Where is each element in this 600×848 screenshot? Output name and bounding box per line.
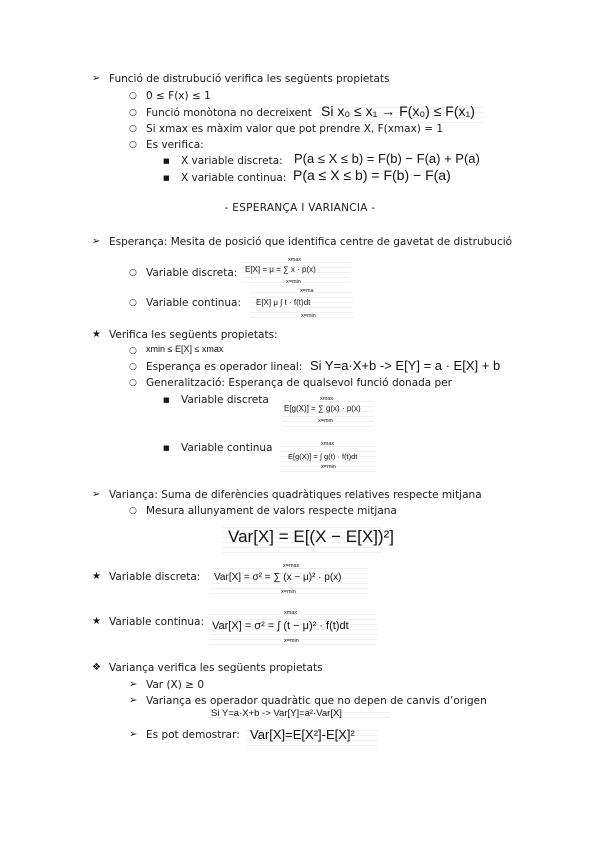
property-monotone: Funció monòtona no decreixent [146,107,312,119]
circle-bullet-icon: ○ [129,108,137,118]
arrow-bullet-icon: ➢ [92,73,101,84]
continuous-variable-label: X variable continua: [181,172,287,184]
circle-bullet-icon: ○ [129,378,137,388]
variance-continuous-label: Variable continua: [109,616,205,628]
expectation-discrete-label: Variable discreta: [146,267,238,279]
property-range: 0 ≤ F(x) ≤ 1 [146,90,211,102]
arrow-bullet-icon: ➢ [129,695,138,706]
circle-bullet-icon: ○ [129,506,137,516]
arrow-bullet-icon: ➢ [92,236,101,247]
section-heading: - ESPERANÇA I VARIANCIA - [224,202,376,214]
square-bullet-icon: ■ [163,174,170,182]
integral-upper-limit: xmax [321,441,335,447]
g-continuous-label: Variable continua [181,442,273,454]
variance-main-formula: Var[X] = E[(X − E[X])²] [228,527,394,546]
g-continuous-formula: E[g(X)] = ∫ g(t) · f(t)dt [288,452,358,461]
variance-quadratic-label: Variança es operador quadràtic que no depen de canvis d’origen [146,695,487,707]
variance-continuous-formula: Var[X] = σ² = ∫ (t − μ)² · f(t)dt [212,620,349,632]
integral-upper-limit: x=ma [300,288,314,294]
sum-upper-limit: xmax [288,257,302,263]
sum-lower-limit: x=min [281,589,296,595]
demonstrate-label: Es pot demostrar: [146,729,240,741]
discrete-probability-formula: P(a ≤ X ≤ b) = F(b) − F(a) + P(a) [294,151,480,166]
distribution-properties-title: Funció de distrubució verifica les següents propietats [109,73,390,85]
discrete-variable-label: X variable discreta: [181,155,283,167]
linear-operator-label: Esperança es operador lineal: [146,361,303,373]
sum-upper-limit: xmax [320,396,334,402]
star-bullet-icon: ★ [92,616,101,627]
circle-bullet-icon: ○ [129,268,137,278]
expectation-continuous-label: Variable continua: [146,297,242,309]
sum-lower-limit: x=min [318,418,333,424]
expectation-title: Esperança: Mesita de posició que identifica centre de gavetat de distrubució [109,236,513,248]
variance-quadratic-formula: Si Y=a·X+b -> Var[Y]=a²·Var[X] [211,708,342,719]
expectation-bounds-formula: xmin ≤ E[X] ≤ xmax [146,344,224,354]
variance-title: Variança: Suma de diferències quadràtiques relatives respecte mitjana [109,489,482,501]
arrow-bullet-icon: ➢ [129,679,138,690]
monotone-formula: Si x₀ ≤ x₁ → F(x₀) ≤ F(x₁) [321,103,475,119]
g-discrete-label: Variable discreta [181,394,269,406]
star-bullet-icon: ★ [92,329,101,340]
integral-lower-limit: x=min [284,638,299,644]
variance-nonnegative: Var (X) ≥ 0 [146,679,204,691]
expectation-continuous-formula: E[X] μ ∫ t · f(t)dt [256,298,311,307]
circle-bullet-icon: ○ [129,91,137,101]
variance-discrete-formula: Var[X] = σ² = ∑ (x − μ)² · p(x) [214,572,342,583]
integral-lower-limit: x=min [321,464,336,470]
generalization-label: Generalització: Esperança de qualsevol funció donada per [146,377,453,389]
integral-lower-limit: x=min [301,313,316,319]
circle-bullet-icon: ○ [129,346,137,356]
property-verifies: Es verifica: [146,139,204,151]
property-xmax: Si xmax es màxim valor que pot prendre X, F(xmax) = 1 [146,123,444,135]
square-bullet-icon: ■ [163,396,170,404]
g-discrete-formula: E[g(X)] = ∑ g(x) · p(x) [284,404,361,413]
diamond-bullet-icon: ❖ [92,662,101,673]
circle-bullet-icon: ○ [129,140,137,150]
linear-operator-formula: Si Y=a·X+b -> E[Y] = a · E[X] + b [310,358,501,373]
square-bullet-icon: ■ [163,444,170,452]
circle-bullet-icon: ○ [129,124,137,134]
arrow-bullet-icon: ➢ [92,489,101,500]
square-bullet-icon: ■ [163,157,170,165]
sum-lower-limit: x=min [286,279,301,285]
demonstrate-formula: Var[X]=E[X²]-E[X]² [250,727,355,742]
continuous-probability-formula: P(a ≤ X ≤ b) = F(b) − F(a) [293,167,451,183]
sum-upper-limit: x=max [283,563,300,569]
circle-bullet-icon: ○ [129,362,137,372]
arrow-bullet-icon: ➢ [129,729,138,740]
circle-bullet-icon: ○ [129,298,137,308]
variance-properties-title: Variança verifica les següents propietats [109,662,323,674]
variance-discrete-label: Variable discreta: [109,571,201,583]
integral-upper-limit: xmax [284,610,298,616]
variance-subtitle: Mesura allunyament de valors respecte mitjana [146,505,397,517]
star-bullet-icon: ★ [92,571,101,582]
verify-properties-title: Verifica les següents propietats: [109,329,278,341]
expectation-discrete-formula: E[X] = μ = ∑ x · p(x) [245,265,316,274]
